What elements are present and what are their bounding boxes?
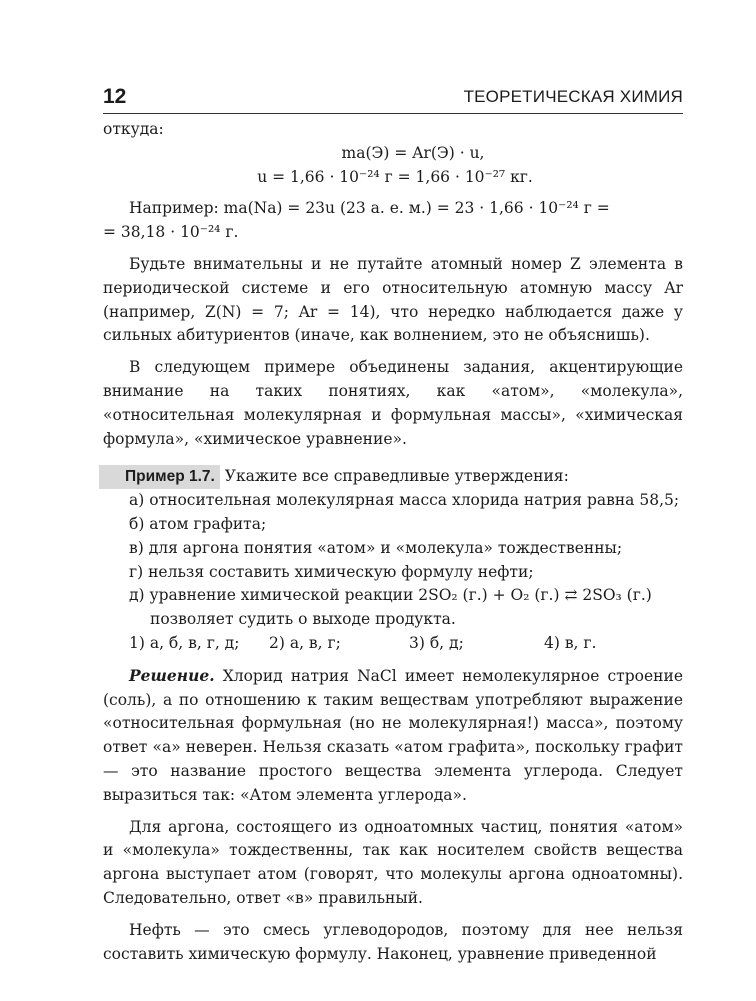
answer-choice: 4) в, г. [544, 633, 597, 652]
answer-choice: 1) а, б, в, г, д; [129, 633, 240, 652]
running-title: ТЕОРЕТИЧЕСКАЯ ХИМИЯ [463, 87, 683, 106]
exercise-label: Пример 1.7. [99, 465, 220, 489]
exercise-option: г) нельзя составить химическую формулу нефти; [129, 562, 534, 581]
page-body [103, 118, 683, 966]
equation-unit: u = 1,66 · 10⁻²⁴ г = 1,66 · 10⁻²⁷ кг. [257, 167, 533, 186]
example-calc-line2: = 38,18 · 10⁻²⁴ г. [103, 223, 239, 242]
intro-text: откуда: [103, 120, 164, 138]
exercise-answers [129, 632, 683, 656]
page-header [103, 85, 683, 111]
exercise-prompt: Укажите все справедливые утверждения: [224, 467, 569, 486]
page-number: 12 [103, 85, 127, 108]
header-rule [103, 113, 683, 114]
answer-choice: 3) б, д; [409, 633, 464, 652]
paragraph-argon: Для аргона, состоящего из одноатомных частиц, понятия «атом» и «молекула» тождественны, так как носителем свойств вещества аргона выступает атом (говорят, что молекулы аргона одноатомны). Следовательно, ответ «в» правильный. [103, 817, 683, 907]
exercise-option: в) для аргона понятия «атом» и «молекула» тождественны; [129, 538, 623, 557]
paragraph-next-example: В следующем примере объединены задания, акцентирующие внимание на таких понятиях, как «атом», «молекула», «относительная молекулярная и формульная массы», «химическая формула», «химическое уравнение». [103, 358, 683, 448]
exercise-option: б) атом графита; [129, 514, 267, 533]
solution-label: Решение. [129, 665, 215, 685]
example-calc-line1: Например: mа(Na) = 23u (23 а. е. м.) = 23 · 1,66 · 10⁻²⁴ г = [129, 199, 610, 218]
solution-paragraph [103, 664, 683, 808]
equation-atomic-mass: mа(Э) = Ar(Э) · u, [341, 143, 485, 162]
exercise-option: а) относительная молекулярная масса хлорида натрия равна 58,5; [129, 491, 680, 510]
paragraph-atomic-number: Будьте внимательны и не путайте атомный номер Z элемента в периодической системе и его относительную атомную массу Ar (например, Z(N) = 7; Ar = 14), что нередко наблюдается даже у сильных абитуриентов (иначе, как волнением, это не объяснишь). [103, 254, 683, 345]
answer-choice: 2) а, в, г; [269, 633, 341, 652]
solution-text: Хлорид натрия NaCl имеет немолекулярное строение (соль), а по отношению к таким веществам употребляют выражение «относительная формульная (но не молекулярная!) масса», поэтому ответ «а» неверен. Нельзя сказать «атом графита», поскольку графит — это название простого вещества элемента углерода. Следует выразиться так: «Атом элемента углерода». [103, 666, 683, 804]
exercise-heading [103, 465, 683, 489]
exercise-option: д) уравнение химической реакции 2SO₂ (г.) + O₂ (г.) ⇄ 2SO₃ (г.) позволяет судить о выходе продукта. [129, 586, 652, 629]
paragraph-oil: Нефть — это смесь углеводородов, поэтому для нее нельзя составить химическую формулу. Наконец, уравнение приведенной [103, 920, 683, 963]
